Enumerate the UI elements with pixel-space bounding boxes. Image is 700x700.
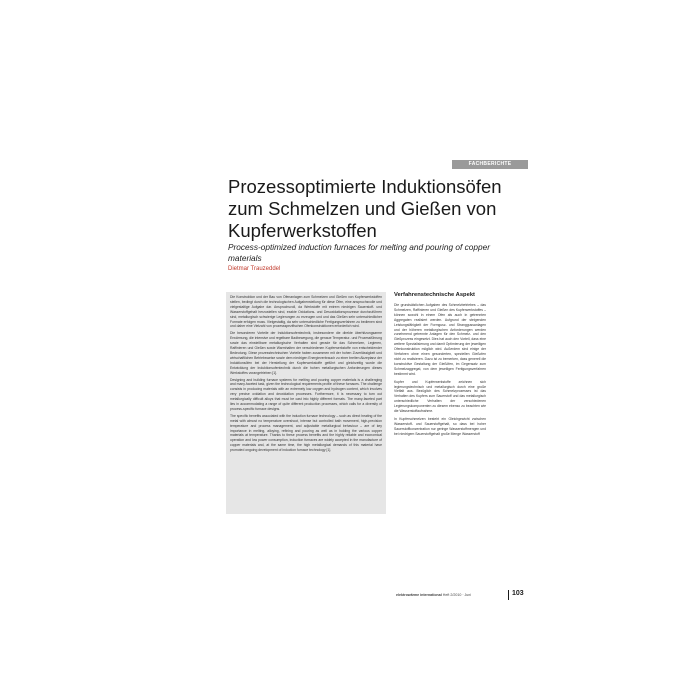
abstract-german-p1: Die Konstruktion und der Bau von Ofenanlagen zum Schmelzen und Gießen von Kupferwerkstoffen stellen, bedingt durch die technologischen Aufgabenstellung für diese Öfen, eine anspruchsvolle und vielgestaltige Aufgabe dar. Anspruchsvoll, da Werkstoffe mit extrem niedrigen Sauerstoff- und Wasserstoffgehalt herzustellen sind, exakte Oxidations- und Desoxidationsprozesse durchzuführen sind, metallurgisch schwierige Legierungen zu erzeugen und und das Gießen sehr unterschiedlicher Formate erfolgen muss. Vielgestaltig, da sehr unterschiedliche Fertigungsverfahren zu bedienen sind und daher eine Vielzahl von prozessspezifischen Ofenkonstruktionen erforderlich wird. (230, 295, 382, 329)
abstract-german-p2: Die besonderen Vorteile der Induktionsofentechnik, insbesondere die direkte überhitzungsarme Erwärmung, die intensive und regelbare Badbewegung, die genaue Temperatur- und Prozessführung sowie das einstellbare metallurgische Verhalten sind gerade für das Schmelzen, Legieren, Raffinieren und Gießen sowie Warmhalten der verschiedenen Kupferwerkstoffe von entscheidender Bedeutung. Diese prozesstechnischen Vorteile haben zusammen mit der hohen Zuverlässigkeit und wirtschaftlichen Betriebsweise sowie dem niedrigen Energieverbrauch zu einer breiten Akzeptanz der Induktionsöfen bei der Herstellung der Kupferwerkstoffe geführt und gleichzeitig wurde die Entwicklung der Induktionsofentechnik durch die hohen metallurgischen Anforderungen dieses Werkstoffes vorangetrieben [1]. (230, 331, 382, 375)
body-paragraph-2: Kupfer und Kupferwerkstoffe zeichnen sich legierungstechnisch und metallurgisch durch eine große Vielfalt aus. Bezüglich des Schmelzprozesses ist das Verhalten des Kupfers zum Sauerstoff und das metallurgisch unterschiedliche Verhalten der verschiedenen Legierungskomponenten zu diesem ebenso zu beachten wie die Wasserstoffaufnahme. (394, 379, 486, 414)
section-heading: Verfahrenstechnische Aspekt (394, 292, 475, 298)
section-tag: FACHBERICHTE (452, 160, 528, 169)
page-number: 103 (512, 590, 524, 597)
page-footer (396, 590, 528, 600)
article-title: Prozessoptimierte Induktionsöfen zum Schmelzen und Gießen von Kupferwerkstoffen (228, 176, 502, 241)
abstract-box (226, 292, 386, 514)
body-column (394, 292, 486, 582)
body-paragraph-1: Die grundsätzlichen Aufgaben des Schmelzbetriebes – das Schmelzen, Raffinieren und Gießen des Kupferwerkstoffes – können sowohl in einem Ofen als auch in getrennten Aggregaten realisiert werden. Aufgrund der steigenden Leistungsfähigkeit der Formgusz- und Stranggussanlagen und der höheren metallurgischen Anforderungen werden zunehmend getrennte Anlagen für den Schmelz- und den Gießprozess eingesetzt. Dies hat auch den Vorteil, dass eine weitere Spezialisierung und damit Optimierung der jeweiligen Ofenkonstruktion möglich wird. Außerdem sind einige der Verfahren ohne einen gesonderten, speziellen Gießofen nicht zu realisieren. Dazu ist zu bemerken, dass generell die konstruktive Gestaltung der Gießöfen, im Gegensatz zum Schmelzaggregat, von dem jeweiligen Fertigungsverfahren bestimmt wird. (394, 303, 486, 376)
abstract-english-p1: Designing and building furnace systems for melting and pouring copper materials is a challenging and many-faceted task, given the technological requirements profile of these furnaces. The challenge consists in producing materials with an extremely low oxygen and hydrogen content, which involves very precise oxidation and deoxidation processes. Furthermore, it is necessary to turn out metallurgically difficult alloys that must be cast into highly different formats. The many-faceted part lies in accommodating a range of quite different production processes, which calls for a diversity of process-specific furnace designs. (230, 377, 382, 411)
abstract-english-p2: The specific benefits associated with the induction furnace technology – such as direct heating of the metal with almost no temperature overshoot, intense but controlled bath movement, high-precision temperature and process management, and adjustable metallurgical behaviour – are of key importance in melting, alloying, refining and pouring as well as in holding the various copper materials at temperature. Thanks to these process benefits and the highly reliable and economical operation and low power consumption, induction furnaces are widely accepted in the manufacture of copper materials and, at the same time, the high metallurgical demands of this material have promoted ongoing development of induction furnace technology [1]. (230, 413, 382, 453)
article-subtitle: Process-optimized induction furnaces for melting and pouring of copper materials (228, 242, 490, 263)
footer-separator (508, 590, 509, 600)
journal-name: elektrowärme international (396, 593, 442, 597)
footer-journal (396, 593, 471, 597)
author-name: Dietmar Trauzeddel (228, 266, 281, 272)
journal-issue: Heft 2/2010 · Juni (442, 593, 472, 597)
body-paragraph-3: In Kupferschmelzen besteht ein Gleichgewicht zwischen Wasserstoff- und Sauerstoffgehalt, so dass bei hoher Sauerstoffkonzentration nur geringe Wasserstoffmengen und bei niedrigem Sauerstoffgehalt große Menge Wasserstoff (394, 416, 486, 436)
